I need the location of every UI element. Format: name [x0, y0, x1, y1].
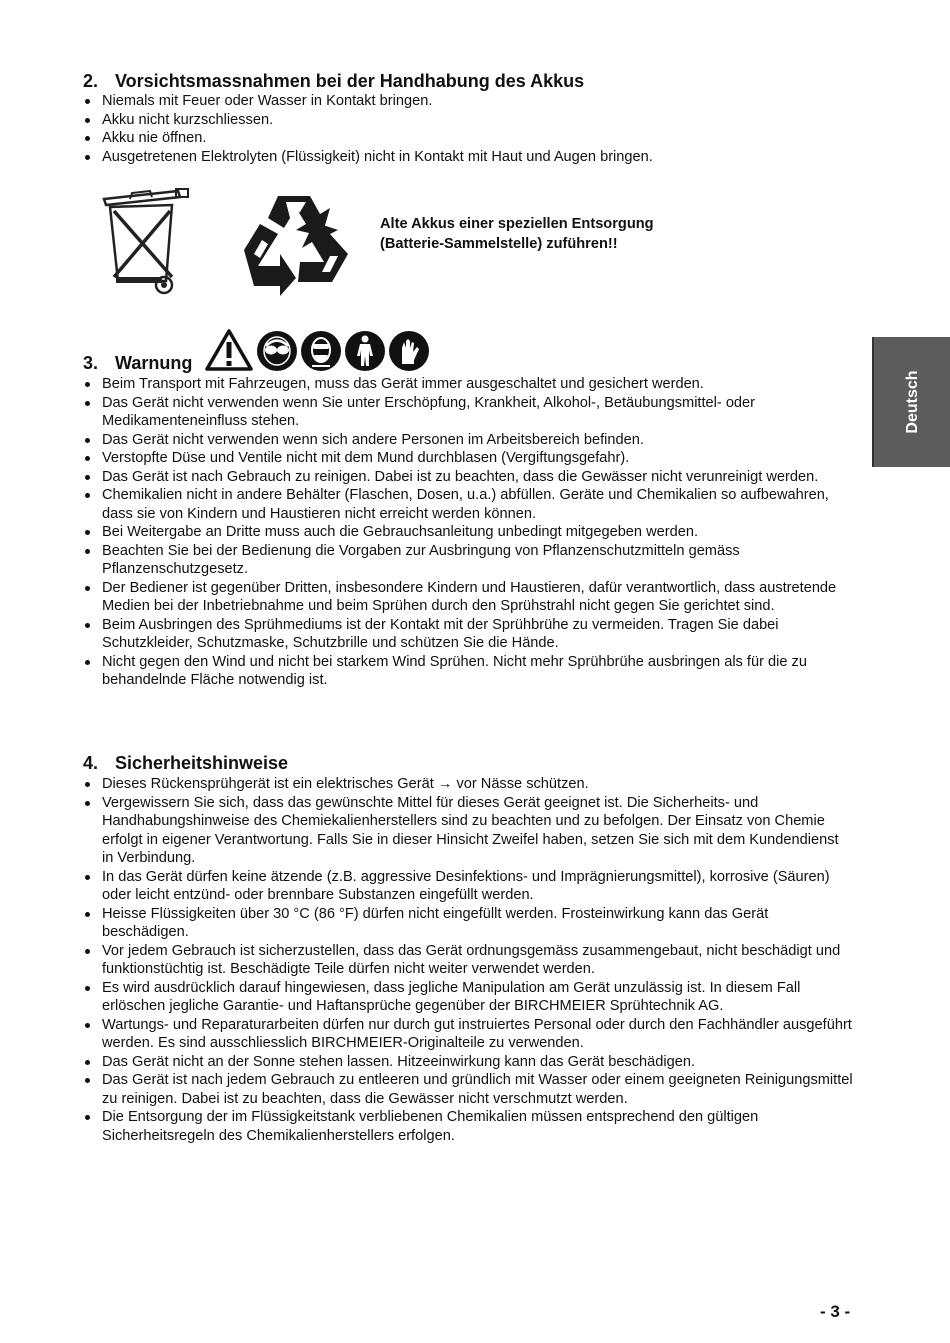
- language-tab-label: Deutsch: [904, 370, 921, 434]
- face-mask-icon: [300, 330, 342, 372]
- list-item: In das Gerät dürfen keine ätzende (z.B. aggressive Desinfektions- und Imprägnierungsmittel), korrosive (Säuren) oder leicht entzünd- oder brennbare Substanzen eingefüllt werden.: [83, 868, 853, 905]
- protective-gloves-icon: [388, 330, 430, 372]
- list-item: Wartungs- und Reparaturarbeiten dürfen nur durch gut instruiertes Personal oder durch den Fachhändler ausgeführt werden. Es sind ausschliesslich BIRCHMEIER-Originalteile zu verwenden.: [83, 1016, 853, 1053]
- list-item: Das Gerät nicht verwenden wenn sich andere Personen im Arbeitsbereich befinden.: [83, 431, 853, 450]
- warning-triangle-icon: [204, 328, 254, 372]
- page-number: - 3 -: [820, 1302, 851, 1321]
- section-2-heading: [83, 70, 584, 92]
- list-item: Das Gerät ist nach Gebrauch zu reinigen. Dabei ist zu beachten, dass die Gewässer nicht verunreinigt werden.: [83, 468, 853, 487]
- list-item: Die Entsorgung der im Flüssigkeitstank verbliebenen Chemikalien müssen entsprechend den gültigen Sicherheitsregeln des Chemikalienherstellers erfolgen.: [83, 1108, 853, 1145]
- section-3-list: [83, 375, 853, 690]
- list-item: Heisse Flüssigkeiten über 30 °C (86 °F) dürfen nicht eingefüllt werden. Frosteinwirkung kann das Gerät beschädigen.: [83, 905, 853, 942]
- section-2-title: Vorsichtsmassnahmen bei der Handhabung des Akkus: [115, 71, 585, 91]
- section-4-heading: [83, 752, 288, 774]
- list-item: Vor jedem Gebrauch ist sicherzustellen, dass das Gerät ordnungsgemäss zusammengebaut, nicht beschädigt und funktionstüchtig ist. Beschädigte Teile dürfen nicht weiter verwendet werden.: [83, 942, 853, 979]
- list-item: Vergewissern Sie sich, dass das gewünschte Mittel für dieses Gerät geeignet ist. Die Sicherheits- und Handhabungshinweise des Chemiekalienherstellers sind zu beachten und zu befolgen. Der Einsatz von Chemie erfolgt in eigener Verantwortung. Falls Sie in dieser Hinsicht Zweifel haben, setzen Sie sich mit dem Kundendienst in Verbindung.: [83, 794, 853, 868]
- list-item: Akku nie öffnen.: [83, 129, 853, 148]
- list-item: Das Gerät ist nach jedem Gebrauch zu entleeren und gründlich mit Wasser oder einem geeigneten Reinigungsmittel zu reinigen. Dabei ist zu beachten, dass die Gewässer nicht verschmutzt werden.: [83, 1071, 853, 1108]
- list-item: Der Bediener ist gegenüber Dritten, insbesondere Kindern und Haustieren, dafür verantwortlich, dass austretende Medien bei der Inbetriebnahme und beim Sprühen durch den Sprühstrahl nicht gegen Sie gerichtet sind.: [83, 579, 853, 616]
- list-item: Beim Transport mit Fahrzeugen, muss das Gerät immer ausgeschaltet und gesichert werden.: [83, 375, 853, 394]
- section-3-title: Warnung: [115, 353, 193, 373]
- disposal-notice: [380, 214, 654, 254]
- protective-suit-icon: [344, 330, 386, 372]
- list-item: Beachten Sie bei der Bedienung die Vorgaben zur Ausbringung von Pflanzenschutzmitteln gemäss Pflanzenschutzgesetz.: [83, 542, 853, 579]
- language-tab: [872, 337, 950, 467]
- list-item: Verstopfte Düse und Ventile nicht mit dem Mund durchblasen (Vergiftungsgefahr).: [83, 449, 853, 468]
- list-item: Das Gerät nicht an der Sonne stehen lassen. Hitzeeinwirkung kann das Gerät beschädigen.: [83, 1053, 853, 1072]
- safety-goggles-icon: [256, 330, 298, 372]
- list-item: Niemals mit Feuer oder Wasser in Kontakt bringen.: [83, 92, 853, 111]
- list-item: Nicht gegen den Wind und nicht bei starkem Wind Sprühen. Nicht mehr Sprühbrühe ausbringen als für die zu behandelnde Fläche notwendig ist.: [83, 653, 853, 690]
- disposal-notice-line-2: (Batterie-Sammelstelle) zuführen!!: [380, 236, 618, 252]
- list-item: Ausgetretenen Elektrolyten (Flüssigkeit) nicht in Kontakt mit Haut und Augen bringen.: [83, 148, 853, 167]
- list-item: Es wird ausdrücklich darauf hingewiesen, dass jegliche Manipulation am Gerät unzulässig ist. In diesem Fall erlöschen jegliche Garantie- und Haftansprüche gegenüber der BIRCHMEIER Sprühtechnik AG.: [83, 979, 853, 1016]
- section-4-number: 4.: [83, 753, 99, 773]
- list-item: Chemikalien nicht in andere Behälter (Flaschen, Dosen, u.a.) abfüllen. Geräte und Chemikalien so aufbewahren, dass sie von Kindern und Haustieren nicht erreicht werden können.: [83, 486, 853, 523]
- section-4-title: Sicherheitshinweise: [115, 753, 289, 773]
- list-item: Beim Ausbringen des Sprühmediums ist der Kontakt mit der Sprühbrühe zu vermeiden. Tragen Sie dabei Schutzkleider, Schutzmaske, Schutzbrille und schützen Sie die Hände.: [83, 616, 853, 653]
- list-item: Dieses Rückensprühgerät ist ein elektrisches Gerät → vor Nässe schützen.: [83, 775, 853, 794]
- list-item: Bei Weitergabe an Dritte muss auch die Gebrauchsanleitung unbedingt mitgegeben werden.: [83, 523, 853, 542]
- disposal-notice-line-1: Alte Akkus einer speziellen Entsorgung: [380, 216, 654, 232]
- section-2-list: [83, 92, 853, 166]
- section-2-number: 2.: [83, 71, 99, 91]
- list-item: Akku nicht kurzschliessen.: [83, 111, 853, 130]
- section-3-number: 3.: [83, 353, 99, 373]
- crossed-bin-icon: [100, 185, 192, 300]
- recycling-icon: [238, 190, 354, 300]
- section-3-heading: [83, 352, 192, 374]
- list-item: Das Gerät nicht verwenden wenn Sie unter Erschöpfung, Krankheit, Alkohol-, Betäubungsmittel- oder Medikamenteneinfluss stehen.: [83, 394, 853, 431]
- section-4-list: [83, 775, 853, 1145]
